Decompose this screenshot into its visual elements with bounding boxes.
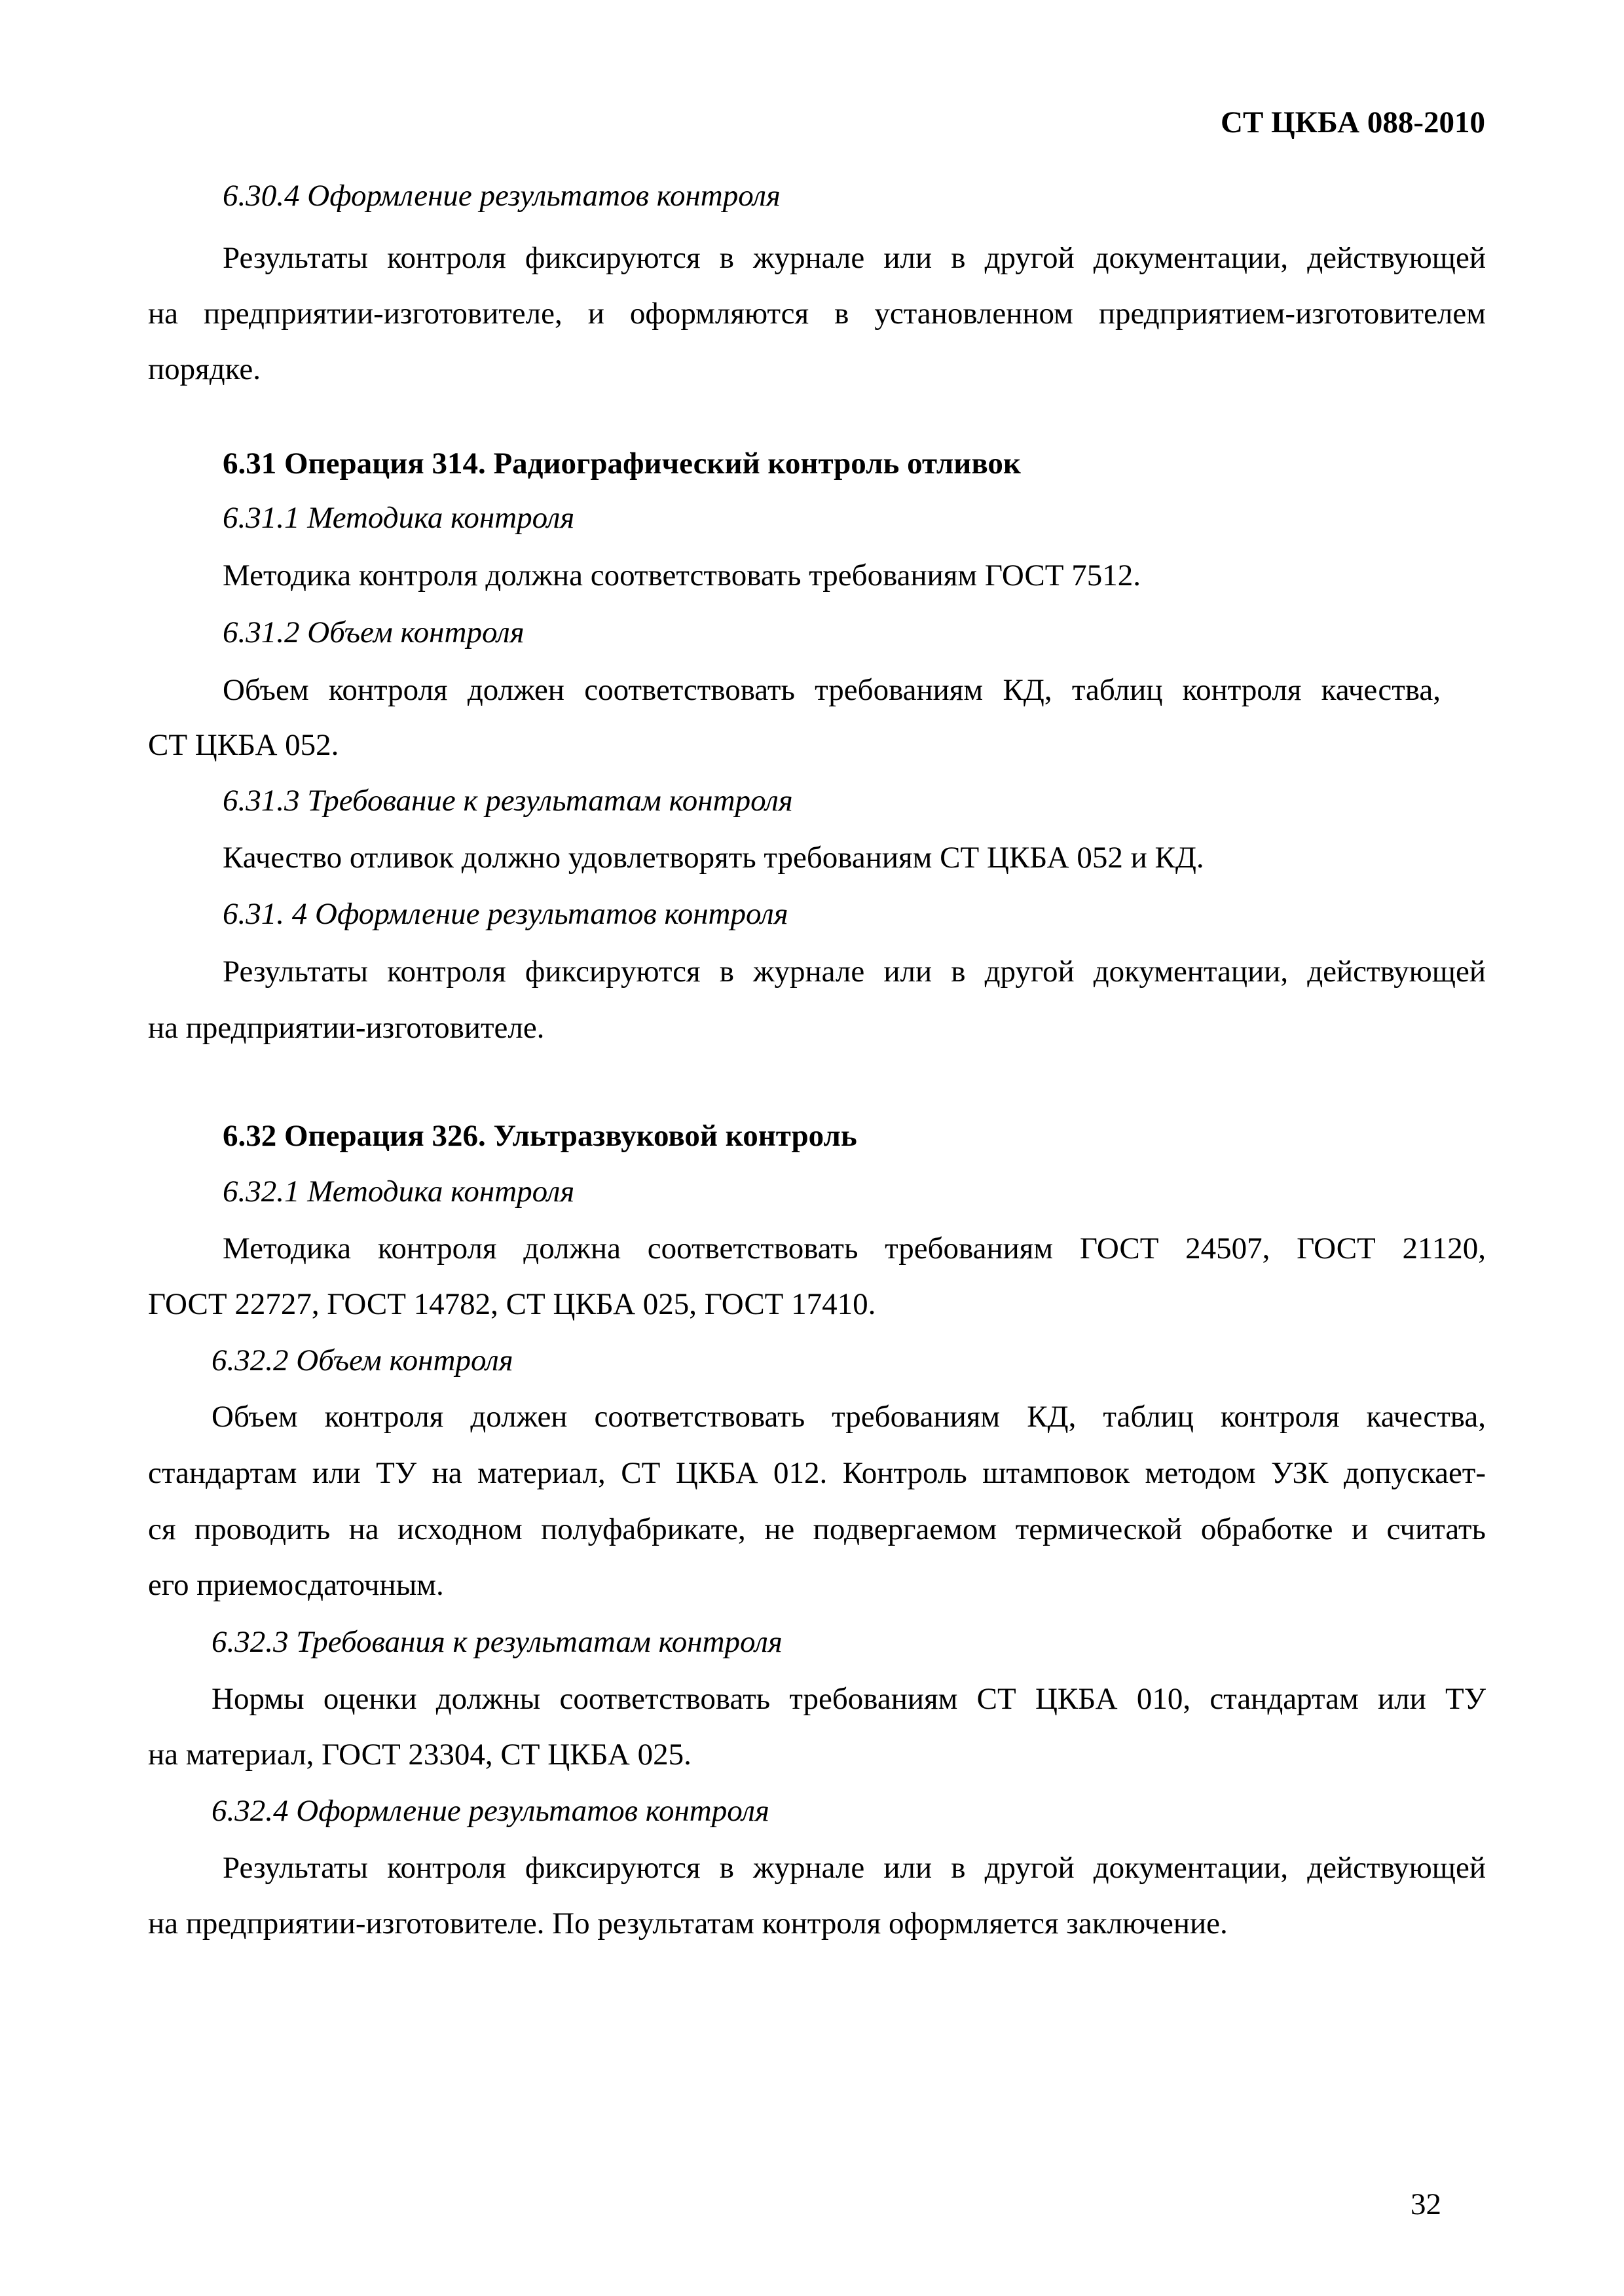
paragraph-line: Объем контроля должен соответствовать требованиям КД, таблиц контроля качества, xyxy=(212,1400,1486,1434)
paragraph-line: на предприятии-изготовителе. По результатам контроля оформляется заключение. xyxy=(148,1906,1228,1941)
paragraph-line: на материал, ГОСТ 23304, СТ ЦКБА 025. xyxy=(148,1738,692,1772)
paragraph-line: Методика контроля должна соответствовать требованиям ГОСТ 7512. xyxy=(223,558,1141,592)
paragraph-line: на предприятии-изготовителе, и оформляются в установленном предприятием-изготовителем xyxy=(148,297,1486,331)
paragraph-line: ся проводить на исходном полуфабрикате, не подвергаемом термической обработке и считать xyxy=(148,1512,1486,1546)
subsection-title-6-32-1: 6.32.1 Методика контроля xyxy=(223,1175,575,1209)
subsection-title-6-32-3: 6.32.3 Требования к результатам контроля xyxy=(212,1625,783,1659)
subsection-title-6-32-4: 6.32.4 Оформление результатов контроля xyxy=(212,1794,769,1828)
subsection-title-6-30-4: 6.30.4 Оформление результатов контроля xyxy=(223,179,781,213)
section-heading-6-32: 6.32 Операция 326. Ультразвуковой контроль xyxy=(223,1119,857,1153)
paragraph-line: Качество отливок должно удовлетворять требованиям СТ ЦКБА 052 и КД. xyxy=(223,841,1204,875)
page-number: 32 xyxy=(1411,2187,1441,2221)
paragraph-line: Нормы оценки должны соответствовать требованиям СТ ЦКБА 010, стандартам или ТУ xyxy=(212,1682,1486,1716)
paragraph-line: Методика контроля должна соответствовать требованиям ГОСТ 24507, ГОСТ 21120, xyxy=(223,1231,1486,1266)
subsection-title-6-31-2: 6.31.2 Объем контроля xyxy=(223,615,525,649)
paragraph-line: на предприятии-изготовителе. xyxy=(148,1011,545,1045)
paragraph-line: Результаты контроля фиксируются в журнале или в другой документации, действующей xyxy=(223,241,1486,275)
paragraph-line: Результаты контроля фиксируются в журнале или в другой документации, действующей xyxy=(223,955,1486,989)
paragraph-line: СТ ЦКБА 052. xyxy=(148,728,339,762)
paragraph-line: стандартам или ТУ на материал, СТ ЦКБА 012. Контроль штамповок методом УЗК допускает- xyxy=(148,1456,1486,1490)
document-code: СТ ЦКБА 088-2010 xyxy=(1221,105,1485,139)
section-heading-6-31: 6.31 Операция 314. Радиографический контроль отливок xyxy=(223,446,1021,481)
paragraph-line: его приемосдаточным. xyxy=(148,1568,444,1602)
subsection-title-6-31-1: 6.31.1 Методика контроля xyxy=(223,501,575,535)
subsection-title-6-31-4: 6.31. 4 Оформление результатов контроля xyxy=(223,897,788,931)
subsection-title-6-32-2: 6.32.2 Объем контроля xyxy=(212,1343,513,1377)
paragraph-line: ГОСТ 22727, ГОСТ 14782, СТ ЦКБА 025, ГОСТ 17410. xyxy=(148,1287,876,1321)
paragraph-line: Результаты контроля фиксируются в журнале или в другой документации, действующей xyxy=(223,1851,1486,1885)
paragraph-line: порядке. xyxy=(148,352,261,386)
paragraph-line: Объем контроля должен соответствовать требованиям КД, таблиц контроля качества, xyxy=(223,673,1441,707)
subsection-title-6-31-3: 6.31.3 Требование к результатам контроля xyxy=(223,784,793,818)
